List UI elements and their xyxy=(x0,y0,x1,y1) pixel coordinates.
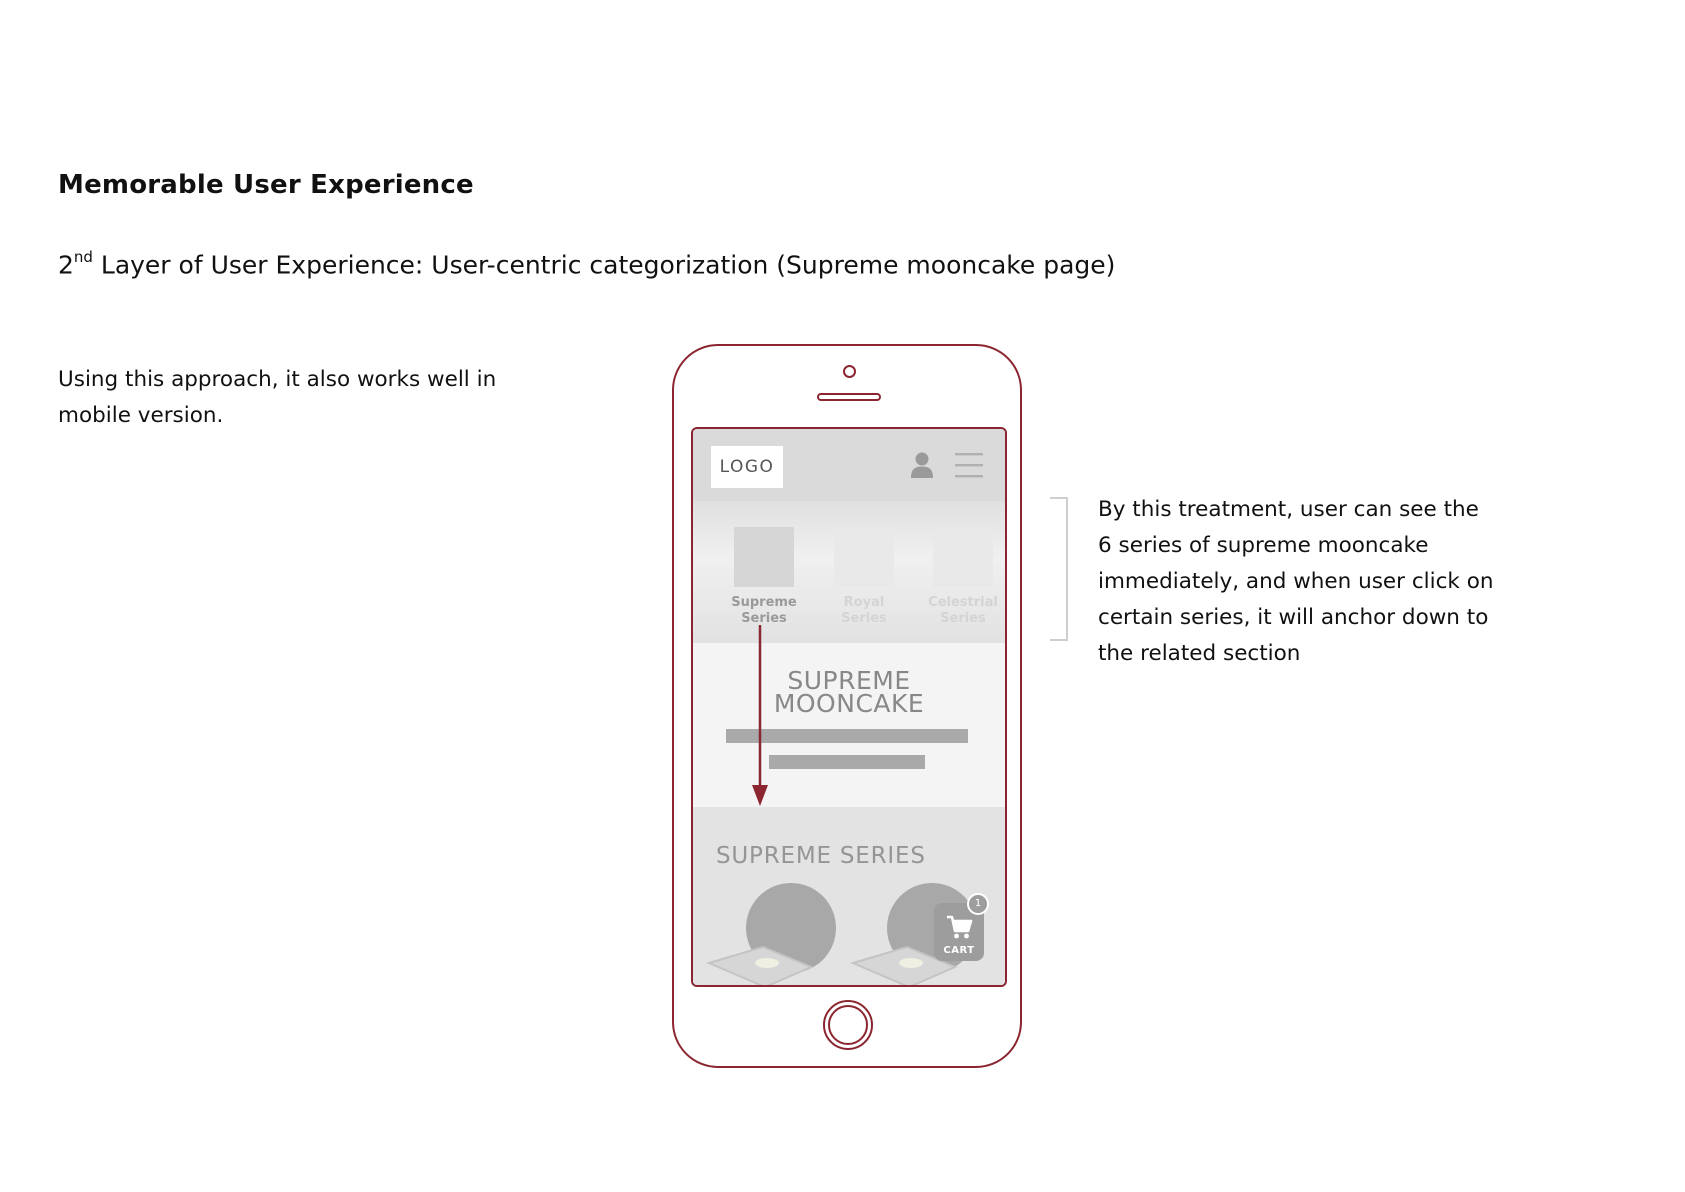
left-description: Using this approach, it also works well in mobile version. xyxy=(58,367,497,428)
cart-label: CART xyxy=(943,945,975,956)
phone-mockup xyxy=(672,344,1022,1068)
cart-count-badge: 1 xyxy=(967,893,989,915)
right-description: By this treatment, user can see the 6 series of supreme mooncake immediately, and when user click on certain series, it will anchor down to the related section xyxy=(1098,497,1494,666)
phone-screen xyxy=(691,427,1007,987)
annotation-bracket xyxy=(1050,497,1068,641)
subtitle-text: Layer of User Experience: User-centric categorization (Supreme mooncake page) xyxy=(92,250,1116,280)
page-subtitle xyxy=(58,250,1115,279)
category-label: Supreme Series xyxy=(731,595,797,626)
phone-camera xyxy=(843,365,856,378)
page-title: Memorable User Experience xyxy=(58,170,474,200)
subtitle-prefix: 2 xyxy=(58,250,74,280)
subtitle-superscript: nd xyxy=(73,248,93,266)
arrow-down-icon xyxy=(693,429,1005,985)
section-title: SUPREME SERIES xyxy=(716,843,926,869)
phone-speaker xyxy=(817,393,881,401)
hero-title: SUPREME MOONCAKE xyxy=(773,666,925,718)
phone-home-button xyxy=(823,1000,873,1050)
category-label: Celestrial Series xyxy=(928,595,998,626)
category-label: Royal Series xyxy=(841,595,887,626)
logo[interactable]: LOGO xyxy=(711,446,783,488)
